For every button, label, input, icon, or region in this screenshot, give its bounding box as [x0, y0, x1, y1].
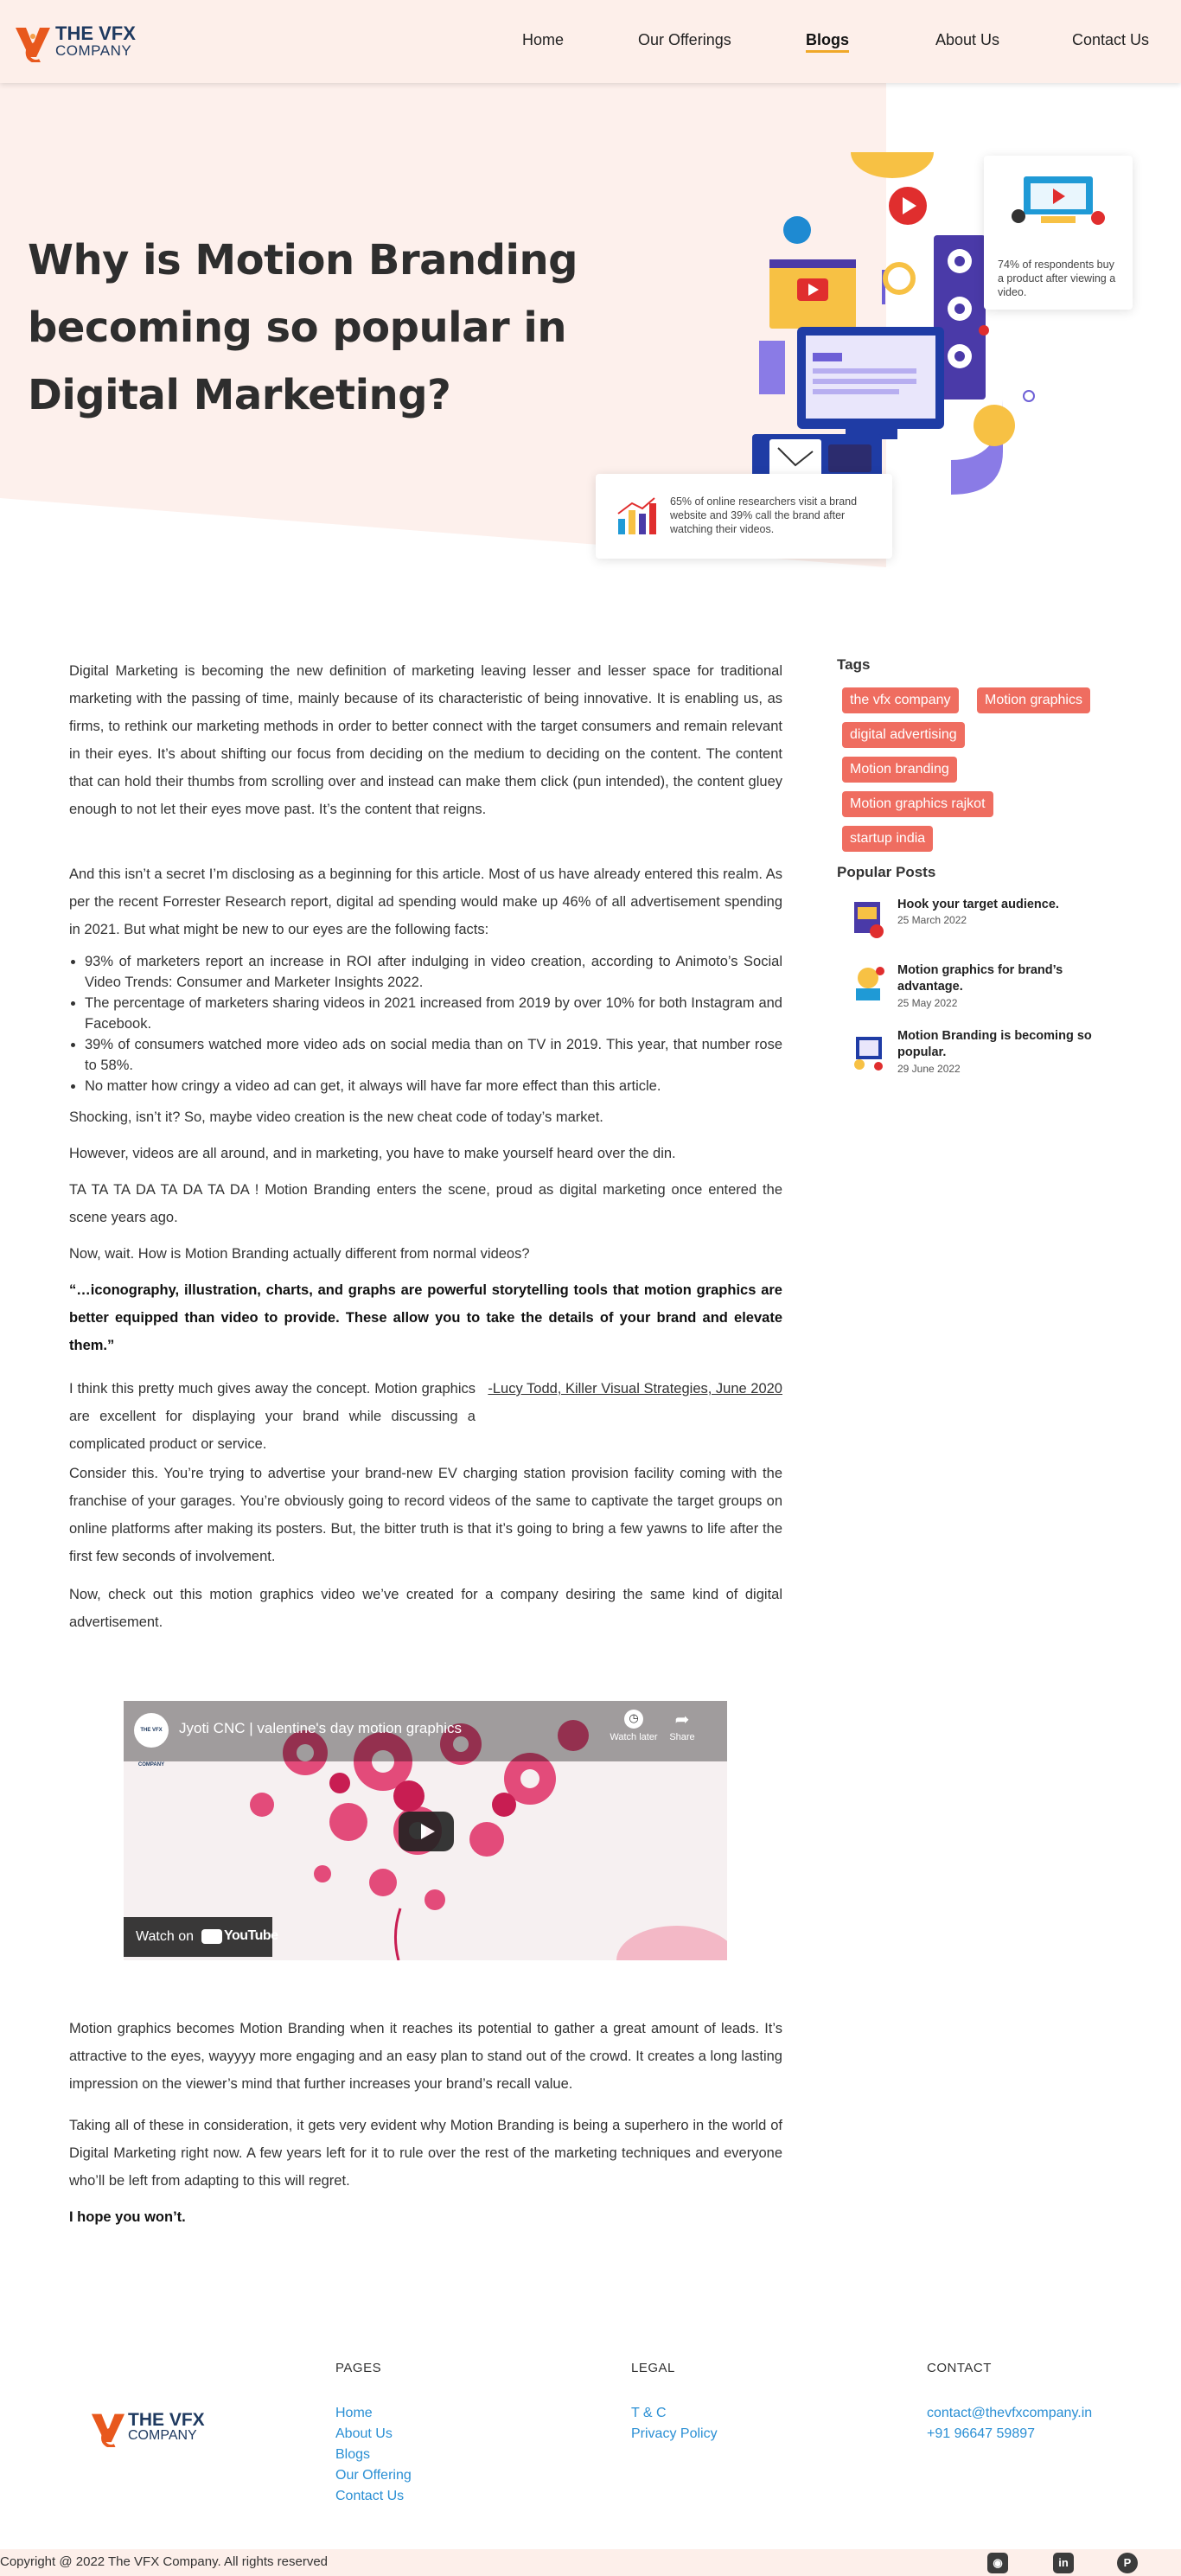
- clock-icon: ◷: [624, 1710, 643, 1729]
- post-thumbnail: [851, 1028, 887, 1073]
- tag-startup-india[interactable]: startup india: [842, 826, 933, 852]
- article-quote: “…iconography, illustration, charts, and graphs are powerful storytelling tools that motion graphics are better equipped than video to provide. These allow you to take the details of your brand and elevate them.”: [69, 1282, 782, 1353]
- footer-link-our-offering[interactable]: Our Offering: [335, 2468, 412, 2483]
- list-item: • 93% of marketers report an increase in ROI after indulging in video creation, according to Animoto’s Social Video Trends: Consumer and Marketer Insights 2022.: [85, 951, 782, 993]
- footer-legal-heading: LEGAL: [631, 2361, 675, 2375]
- list-item: • 39% of consumers watched more video ads on social media than on TV in 2019. This year, that number rose to 58%.: [85, 1034, 782, 1076]
- tag-motion-graphics-rajkot[interactable]: Motion graphics rajkot: [842, 791, 993, 817]
- nav-home[interactable]: Home: [522, 31, 565, 48]
- tag-digital-advertising[interactable]: digital advertising: [842, 722, 965, 748]
- nav-about-us[interactable]: About Us: [935, 31, 1000, 48]
- popular-post[interactable]: [851, 897, 1110, 950]
- footer-brand-line-2: COMPANY: [128, 2427, 197, 2443]
- footer-contact-email[interactable]: contact@thevfxcompany.in: [927, 2406, 1093, 2420]
- stat-text-top: 74% of respondents buy a product after viewing a video.: [998, 259, 1116, 298]
- brand-line-1: THE VFX: [55, 22, 136, 44]
- video-production-icon: [1006, 168, 1110, 228]
- footer-link-blogs[interactable]: Blogs: [335, 2447, 371, 2462]
- footer-contact-heading: CONTACT: [927, 2361, 992, 2375]
- stat-card-video-purchase: [984, 156, 1133, 310]
- article-paragraph-3: Shocking, isn’t it? So, maybe video creation is the new cheat code of today’s market.: [69, 1109, 603, 1125]
- article-paragraph-10: Motion graphics becomes Motion Branding when it reaches its potential to gather a great amount of leads. It’s attractive to the eyes, wayyyy more engaging and an easy plan to stand out of the crowd. It creates a long lasting impression on the viewer’s mind that further increases your brand’s recall value.: [69, 2021, 782, 2092]
- tag-the-vfx-company[interactable]: the vfx company: [842, 687, 959, 713]
- play-button[interactable]: [399, 1812, 454, 1851]
- popular-post[interactable]: [851, 962, 1110, 1016]
- footer-link-terms[interactable]: T & C: [631, 2406, 667, 2420]
- footer-contact-phone[interactable]: +91 96647 59897: [927, 2426, 1036, 2441]
- article-paragraph-2: And this isn’t a secret I’m disclosing as a beginning for this article. Most of us have already entered this realm. As per the recent Forrester Research report, digital ad spending would make up 46% of all advertisement spending in 2021. But what might be new to our eyes are the following facts:: [69, 866, 782, 937]
- main-menu: [0, 31, 1181, 52]
- footer-link-about-us[interactable]: About Us: [335, 2426, 393, 2441]
- facts-list: [69, 951, 782, 1096]
- copyright-text: Copyright @ 2022 The VFX Company. All rights reserved: [0, 2554, 329, 2569]
- list-item: • The percentage of marketers sharing videos in 2021 increased from 2019 by over 10% for both Instagram and Facebook.: [85, 993, 782, 1034]
- footer-brand-line-1: THE VFX: [128, 2409, 205, 2430]
- tag-motion-graphics[interactable]: Motion graphics: [977, 687, 1090, 713]
- stat-text-bottom: 65% of online researchers visit a brand website and 39% call the brand after watching their videos.: [670, 495, 858, 535]
- instagram-icon[interactable]: ◉: [987, 2553, 1008, 2573]
- footer-pages-heading: PAGES: [335, 2361, 382, 2375]
- nav-contact-us[interactable]: Contact Us: [1072, 31, 1150, 48]
- post-title: Hook your target audience.: [897, 898, 1059, 911]
- popular-post[interactable]: [851, 1028, 1110, 1082]
- watch-on-youtube-button[interactable]: [124, 1917, 278, 1957]
- popular-posts-heading: Popular Posts: [837, 864, 936, 880]
- post-thumbnail: [851, 897, 887, 942]
- pinterest-icon[interactable]: P: [1117, 2553, 1138, 2573]
- post-date: 25 March 2022: [897, 914, 967, 926]
- quote-attribution: -Lucy Todd, Killer Visual Strategies, June 2020: [488, 1381, 782, 1397]
- page-title: Why is Motion Branding becoming so popular in Digital Marketing?: [28, 236, 578, 419]
- footer-link-contact-us[interactable]: Contact Us: [335, 2489, 405, 2503]
- share-label: Share: [669, 1732, 695, 1742]
- footer-link-privacy-policy[interactable]: Privacy Policy: [631, 2426, 718, 2441]
- watch-later-label: Watch later: [610, 1732, 658, 1742]
- article-paragraph-6: Now, wait. How is Motion Branding actually different from normal videos?: [69, 1246, 530, 1262]
- watch-later-button[interactable]: [608, 1710, 660, 1742]
- brand-line-2: COMPANY: [55, 42, 132, 59]
- post-title: Motion Branding is becoming so popular.: [897, 1029, 1092, 1059]
- top-navbar: [0, 0, 1181, 83]
- share-icon: ➦: [674, 1709, 690, 1729]
- youtube-wordmark: YouTube: [224, 1928, 278, 1943]
- youtube-icon: [201, 1929, 222, 1944]
- footer-link-home[interactable]: Home: [335, 2406, 373, 2420]
- copyright-bar: [0, 2549, 1181, 2576]
- article-paragraph-1: Digital Marketing is becoming the new definition of marketing leaving lesser and lesser space for traditional marketing with the passing of time, mainly because of its characteristic of being innovative. It is enabling us, as firms, to rethink our marketing methods in order to better connect with the target consumers and remain relevant in their eyes. It’s about shifting our focus from deciding on the medium to deciding on the content. The content that can hold their thumbs from scrolling over and instead can make them click (pun intended), the content gluey enough to not let their eyes move past. It’s the content that reigns.: [69, 663, 782, 817]
- article-paragraph-7: I think this pretty much gives away the concept. Motion graphics are excellent for displaying your brand while discussing a complicated product or service.: [69, 1381, 476, 1452]
- article-closing-line: I hope you won’t.: [69, 2209, 186, 2225]
- linkedin-icon[interactable]: in: [1053, 2553, 1074, 2573]
- share-button[interactable]: [665, 1710, 699, 1742]
- article-paragraph-8: Consider this. You’re trying to advertise your brand-new EV charging station provision facility coming with the franchise of your garages. You’re obviously going to record videos of the same to captivate the target groups on online platforms after making its posters. But, the bitter truth is that it’s going to bring a few yawns to life after the first few seconds of involvement.: [69, 1466, 782, 1564]
- footer-logo[interactable]: [90, 2406, 205, 2447]
- video-title[interactable]: Jyoti CNC | valentine's day motion graphics: [179, 1720, 463, 1736]
- post-title: Motion graphics for brand’s advantage.: [897, 963, 1063, 994]
- channel-avatar[interactable]: THE VFX COMPANY: [134, 1713, 169, 1748]
- vfx-logo-icon: [90, 2406, 126, 2447]
- list-item: • No matter how cringy a video ad can get, it always will have far more effect than this article.: [85, 1076, 782, 1096]
- post-date: 25 May 2022: [897, 997, 958, 1009]
- bar-growth-icon: [615, 495, 658, 538]
- article-paragraph-5: TA TA TA DA TA DA TA DA ! Motion Branding enters the scene, proud as digital marketing once entered the scene years ago.: [69, 1182, 782, 1225]
- nav-our-offerings[interactable]: Our Offerings: [638, 31, 731, 48]
- tag-motion-branding[interactable]: Motion branding: [842, 757, 957, 783]
- nav-blogs[interactable]: Blogs: [806, 31, 849, 53]
- footer: [0, 2335, 1181, 2551]
- video-embed[interactable]: [124, 1701, 727, 1960]
- post-thumbnail: [851, 962, 887, 1007]
- article-paragraph-11: Taking all of these in consideration, it gets very evident why Motion Branding is being a superhero in the world of Digital Marketing right now. A few years left for it to rule over the rest of the marketing techniques and everyone who’ll be left from adapting to this will regret.: [69, 2118, 782, 2189]
- play-icon: [399, 1812, 454, 1851]
- stat-card-researchers: [596, 474, 892, 559]
- article-paragraph-4: However, videos are all around, and in marketing, you have to make yourself heard over the din.: [69, 1146, 676, 1161]
- watch-on-label: Watch on: [136, 1929, 194, 1944]
- post-date: 29 June 2022: [897, 1063, 961, 1075]
- article-paragraph-9: Now, check out this motion graphics video we’ve created for a company desiring the same kind of digital advertisement.: [69, 1587, 782, 1630]
- tags-heading: Tags: [837, 656, 871, 673]
